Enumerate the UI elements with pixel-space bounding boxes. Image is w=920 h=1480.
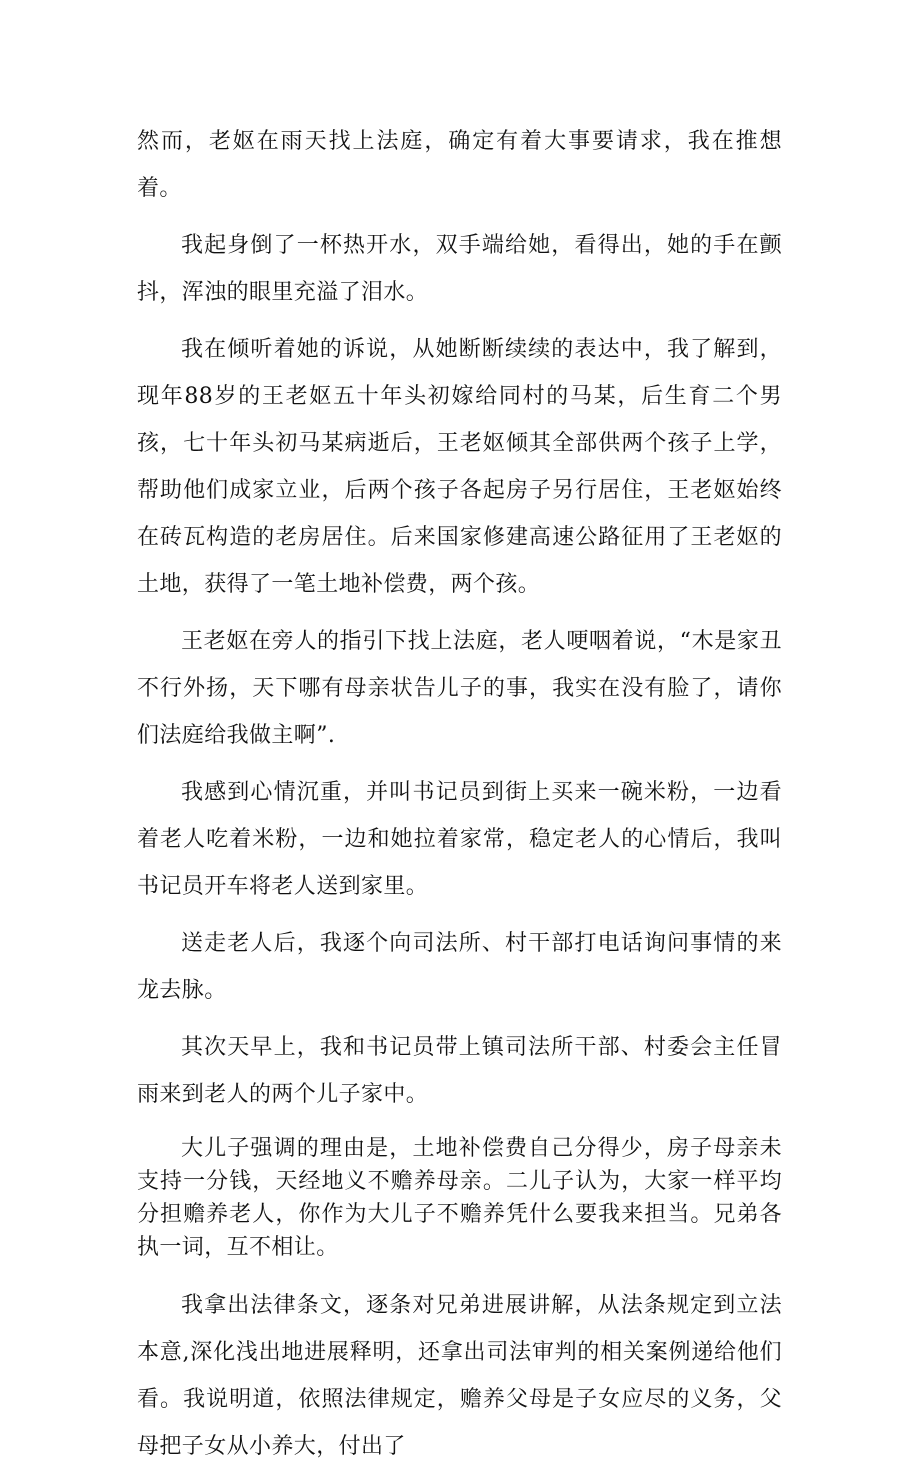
paragraph-1: 然而，老妪在雨天找上法庭，确定有着大事要请求，我在推想着。: [137, 129, 782, 201]
paragraph-4: 王老妪在旁人的指引下找上法庭，老人哽咽着说，“木是家丑不行外扬，天下哪有母亲状告儿子的事，我实在没有脸了，请你们法庭给我做主啊”.: [137, 629, 782, 748]
paragraph-7: 其次天早上，我和书记员带上镇司法所干部、村委会主任冒雨来到老人的两个儿子家中。: [137, 1035, 782, 1107]
paragraph-8: 大儿子强调的理由是，土地补偿费自己分得少，房子母亲未支持一分钱，天经地义不赡养母亲。二儿子认为，大家一样平均分担赡养老人，你作为大儿子不赡养凭什么要我来担当。兄弟各执一词，互不相让。: [137, 1136, 782, 1260]
paragraph-5: 我感到心情沉重，并叫书记员到街上买来一碗米粉，一边看着老人吃着米粉，一边和她拉着家常，稳定老人的心情后，我叫书记员开车将老人送到家里。: [137, 780, 782, 899]
paragraph-3: 我在倾听着她的诉说，从她断断续续的表达中，我了解到，现年88岁的王老妪五十年头初嫁给同村的马某，后生育二个男孩，七十年头初马某病逝后，王老妪倾其全部供两个孩子上学，帮助他们成家立业，后两个孩子各起房子另行居住，王老妪始终在砖瓦构造的老房居住。后来国家修建高速公路征用了王老妪的土地，获得了一笔土地补偿费，两个孩。: [137, 337, 782, 597]
paragraph-6: 送走老人后，我逐个向司法所、村干部打电话询问事情的来龙去脉。: [137, 931, 782, 1003]
paragraph-2: 我起身倒了一杯热开水，双手端给她，看得出，她的手在颤抖，浑浊的眼里充溢了泪水。: [137, 233, 782, 305]
document-body: [137, 118, 782, 1480]
paragraph-9: 我拿出法律条文，逐条对兄弟进展讲解，从法条规定到立法本意,深化浅出地进展释明，还拿出司法审判的相关案例递给他们看。我说明道，依照法律规定，赡养父母是子女应尽的义务，父母把子女从小养大，付出了: [137, 1293, 782, 1459]
